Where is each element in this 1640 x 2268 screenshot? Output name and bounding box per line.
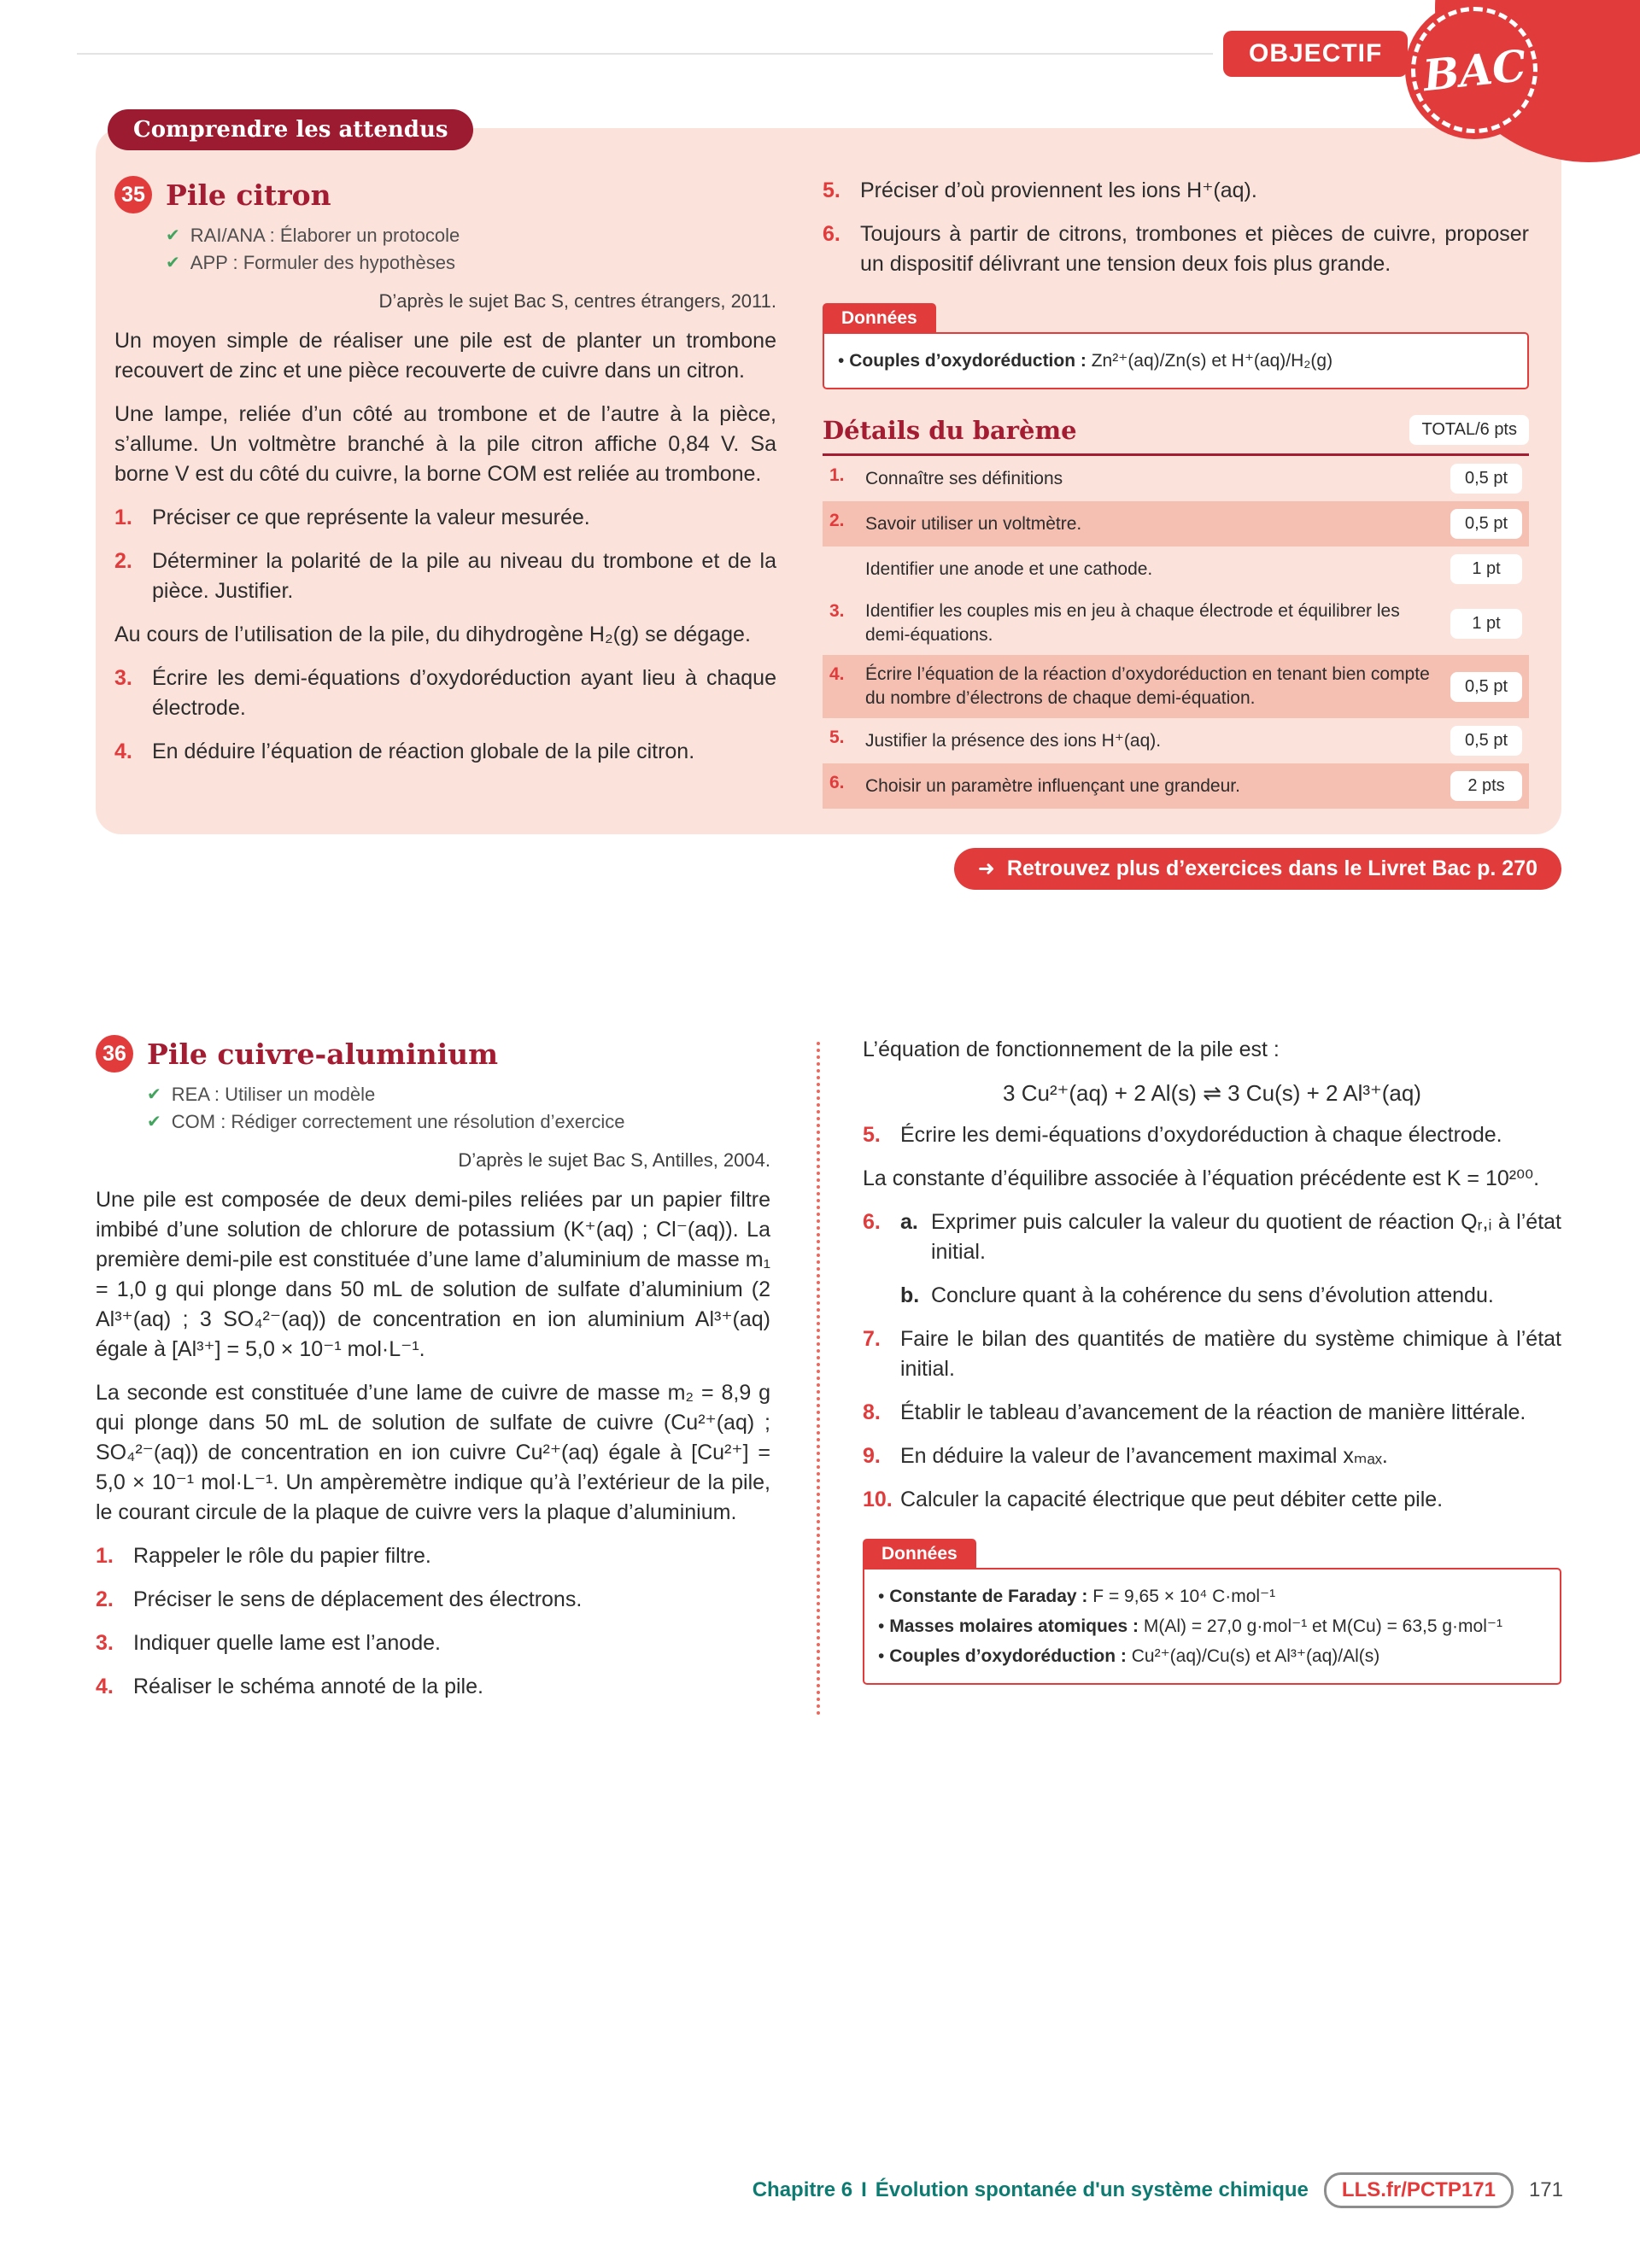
question	[863, 1324, 1561, 1384]
question-number: 8.	[863, 1400, 881, 1424]
bareme-title: Détails du barème	[823, 415, 1077, 445]
question	[96, 1541, 770, 1571]
exercise-36-header	[96, 1035, 770, 1073]
exercise-35-right-column	[823, 176, 1529, 809]
bareme-row	[823, 456, 1529, 501]
exercise-36-right-column	[863, 1035, 1561, 1716]
skill-item	[147, 1108, 770, 1136]
ex35-paragraph-3: Au cours de l’utilisation de la pile, du dihydrogène H₂(g) se dégage.	[114, 623, 751, 646]
question-number: 10.	[863, 1488, 893, 1511]
question-text: En déduire la valeur de l’avancement maximal xₘₐₓ.	[900, 1444, 1388, 1468]
donnees-header: Données	[863, 1539, 976, 1569]
bareme-row-text: Justifier la présence des ions H⁺(aq).	[865, 730, 1162, 751]
question	[96, 1672, 770, 1702]
bareme-row-text: Choisir un paramètre influençant une grandeur.	[865, 775, 1240, 796]
skill-label: REA : Utiliser un modèle	[171, 1084, 376, 1105]
chapter-separator: I	[861, 2178, 867, 2201]
column-divider	[817, 1042, 820, 1716]
check-icon: ✔	[166, 226, 180, 245]
equation-intro: L’équation de fonctionnement de la pile est :	[863, 1038, 1280, 1061]
ex36-paragraph-k: La constante d’équilibre associée à l’équation précédente est K = 10²⁰⁰.	[863, 1166, 1540, 1190]
question	[823, 176, 1529, 206]
check-icon: ✔	[147, 1085, 161, 1104]
donnees-header: Données	[823, 303, 936, 334]
question-text: Faire le bilan des quantités de matière du système chimique à l’état initial.	[900, 1327, 1561, 1381]
question-number: 6.	[863, 1210, 881, 1234]
question-number: 1.	[114, 506, 132, 529]
points-badge: 0,5 pt	[1450, 464, 1522, 494]
bareme-row-number: 3.	[829, 601, 845, 621]
page-content	[96, 117, 1561, 1716]
question-text: Toujours à partir de citrons, trombones et pièces de cuivre, proposer un dispositif délivrant une tension deux fois plus grande.	[860, 222, 1529, 276]
bareme-row-text: Connaître ses définitions	[865, 468, 1063, 488]
donnees-content	[823, 332, 1529, 389]
question-text: Réaliser le schéma annoté de la pile.	[133, 1675, 483, 1698]
question-number: 4.	[114, 739, 132, 763]
attendus-tab: Comprendre les attendus	[108, 109, 473, 150]
exercise-36	[96, 1035, 1561, 1716]
exercise-36-left-column	[96, 1035, 770, 1716]
exercise-number-badge: 35	[114, 176, 152, 213]
bareme-row	[823, 718, 1529, 763]
donnees-content	[863, 1568, 1561, 1685]
check-icon: ✔	[166, 254, 180, 272]
bareme-total-badge: TOTAL/6 pts	[1409, 415, 1529, 445]
question-text: Écrire les demi-équations d’oxydoréduction à chaque électrode.	[900, 1123, 1502, 1147]
question-number: 3.	[96, 1631, 114, 1655]
skill-label: COM : Rédiger correctement une résolution d’exercice	[171, 1111, 625, 1132]
bareme-row-number: 1.	[829, 465, 845, 485]
question	[863, 1485, 1561, 1515]
page-number: 171	[1528, 2178, 1563, 2201]
question-number: 9.	[863, 1444, 881, 1468]
question-number: 2.	[114, 549, 132, 573]
points-badge: 1 pt	[1450, 609, 1522, 639]
question-text: Préciser le sens de déplacement des électrons.	[133, 1587, 583, 1611]
skill-item	[166, 249, 776, 277]
question	[114, 663, 776, 723]
bareme-table	[823, 415, 1529, 809]
question	[114, 547, 776, 606]
exercise-title: Pile cuivre-aluminium	[147, 1037, 499, 1071]
attendus-section	[96, 117, 1561, 834]
livret-banner-label: Retrouvez plus d’exercices dans le Livret Bac p. 270	[1006, 856, 1538, 880]
bareme-row	[823, 501, 1529, 547]
lls-link[interactable]: LLS.fr/PCTP171	[1324, 2172, 1514, 2208]
bullet-icon: •	[878, 1587, 885, 1606]
bac-badge	[1411, 7, 1538, 133]
exercise-title: Pile citron	[166, 178, 331, 212]
question-text: Déterminer la polarité de la pile au niveau du trombone et de la pièce. Justifier.	[152, 549, 776, 603]
points-badge: 0,5 pt	[1450, 509, 1522, 539]
bullet-icon: •	[878, 1646, 885, 1666]
page-footer	[753, 2172, 1563, 2208]
question	[114, 503, 776, 533]
question-text: Exprimer puis calculer la valeur du quotient de réaction Qᵣ,ᵢ à l’état initial.	[931, 1210, 1561, 1264]
arrow-icon: ➜	[977, 857, 995, 880]
bullet-icon: •	[838, 351, 845, 371]
source-credit: D’après le sujet Bac S, Antilles, 2004.	[458, 1149, 770, 1171]
header-rule	[77, 53, 1213, 55]
points-badge: 1 pt	[1450, 554, 1522, 584]
chapter-title: Évolution spontanée d'un système chimique	[875, 2178, 1309, 2201]
skill-label: RAI/ANA : Élaborer un protocole	[190, 225, 460, 246]
donnees-item-value: Zn²⁺(aq)/Zn(s) et H⁺(aq)/H₂(g)	[1091, 351, 1333, 371]
bareme-header	[823, 415, 1529, 445]
question-number: 1.	[96, 1544, 114, 1568]
question	[900, 1281, 1561, 1311]
question	[96, 1585, 770, 1615]
skill-item	[166, 222, 776, 249]
exercise-number-badge: 36	[96, 1035, 133, 1073]
bareme-row-number: 2.	[829, 511, 845, 530]
question-text: Établir le tableau d’avancement de la réaction de manière littérale.	[900, 1400, 1526, 1424]
donnees-item-value: F = 9,65 × 10⁴ C·mol⁻¹	[1092, 1587, 1276, 1606]
question-number: 5.	[823, 178, 840, 202]
ex35-paragraph-2: Une lampe, reliée d’un côté au trombone et de l’autre à la pièce, s’allume. Un voltmètre branché à la pile citron affiche 0,84 V. Sa borne V est du côté du cuivre, la borne COM est reliée au trombone.	[114, 402, 776, 486]
question-subletter: a.	[900, 1210, 918, 1234]
bareme-row-text: Savoir utiliser un voltmètre.	[865, 513, 1082, 534]
chemical-equation: 3 Cu²⁺(aq) + 2 Al(s) ⇌ 3 Cu(s) + 2 Al³⁺(aq)	[1003, 1080, 1421, 1106]
question-number: 3.	[114, 666, 132, 690]
donnees-box-ex35	[823, 301, 1529, 389]
bareme-row	[823, 655, 1529, 718]
question-text: Conclure quant à la cohérence du sens d’évolution attendu.	[931, 1283, 1494, 1307]
donnees-item-label: Constante de Faraday :	[889, 1587, 1088, 1606]
donnees-item	[878, 1643, 1546, 1669]
question	[863, 1120, 1561, 1150]
question-text: Préciser ce que représente la valeur mesurée.	[152, 506, 590, 529]
chapter-label: Chapitre 6	[752, 2178, 853, 2201]
bareme-row	[823, 763, 1529, 809]
bullet-icon: •	[878, 1616, 885, 1636]
objectif-badge: OBJECTIF	[1223, 31, 1408, 77]
donnees-item	[878, 1613, 1546, 1640]
question-number: 2.	[96, 1587, 114, 1611]
exercise-35	[114, 176, 776, 809]
question-text: Écrire les demi-équations d’oxydoréduction ayant lieu à chaque électrode.	[152, 666, 776, 720]
source-credit: D’après le sujet Bac S, centres étrangers, 2011.	[378, 290, 776, 312]
question	[863, 1398, 1561, 1428]
skill-label: APP : Formuler des hypothèses	[190, 252, 455, 273]
question-number: 7.	[863, 1327, 881, 1351]
question-text: Indiquer quelle lame est l’anode.	[133, 1631, 441, 1655]
exercise-35-header	[114, 176, 776, 213]
donnees-item-label: Couples d’oxydoréduction :	[849, 351, 1086, 371]
donnees-item-value: M(Al) = 27,0 g·mol⁻¹ et M(Cu) = 63,5 g·mol⁻¹	[1143, 1616, 1502, 1636]
bareme-row-text: Écrire l’équation de la réaction d’oxydoréduction en tenant bien compte du nombre d’électrons de chaque demi-équation.	[865, 664, 1430, 708]
bareme-row	[823, 547, 1529, 592]
question-number: 5.	[863, 1123, 881, 1147]
donnees-item	[878, 1583, 1546, 1610]
bareme-row-text: Identifier une anode et une cathode.	[865, 558, 1153, 579]
question-subletter: b.	[900, 1283, 920, 1307]
question	[96, 1628, 770, 1658]
question	[823, 219, 1529, 279]
bareme-row-number: 5.	[829, 728, 845, 747]
question-number: 4.	[96, 1675, 114, 1698]
points-badge: 2 pts	[1450, 771, 1522, 801]
points-badge: 0,5 pt	[1450, 726, 1522, 756]
bareme-row-number: 6.	[829, 773, 845, 792]
question	[114, 737, 776, 767]
bareme-row-text: Identifier les couples mis en jeu à chaque électrode et équilibrer les demi-équations.	[865, 601, 1400, 645]
question-text: En déduire l’équation de réaction globale de la pile citron.	[152, 739, 695, 763]
livret-banner	[954, 848, 1561, 890]
chapter-breadcrumb	[753, 2178, 1309, 2202]
donnees-item-value: Cu²⁺(aq)/Cu(s) et Al³⁺(aq)/Al(s)	[1131, 1646, 1380, 1666]
donnees-item-label: Couples d’oxydoréduction :	[889, 1646, 1127, 1666]
donnees-item	[838, 348, 1514, 374]
bac-label: BAC	[1420, 39, 1529, 101]
bareme-row	[823, 592, 1529, 655]
ex35-paragraph-1: Un moyen simple de réaliser une pile est de planter un trombone recouvert de zinc et une pièce recouverte de cuivre dans un citron.	[114, 329, 776, 383]
donnees-box-ex36	[863, 1537, 1561, 1685]
question-text: Préciser d’où proviennent les ions H⁺(aq).	[860, 178, 1257, 202]
skill-item	[147, 1081, 770, 1108]
ex36-paragraph-1: Une pile est composée de deux demi-piles reliées par un papier filtre imbibé d’une solution de chlorure de potassium (K⁺(aq) ; Cl⁻(aq)). La première demi-pile est constituée d’une lame d’aluminium de masse m₁ = 1,0 g qui plonge dans 50 mL de solution de sulfate d’aluminium (2 Al³⁺(aq) ; 3 SO₄²⁻(aq)) de concentration en ion aluminium Al³⁺(aq) égale à [Al³⁺] = 5,0 × 10⁻¹ mol·L⁻¹.	[96, 1188, 770, 1361]
ex36-paragraph-2: La seconde est constituée d’une lame de cuivre de masse m₂ = 8,9 g qui plonge dans 50 mL de solution de sulfate de cuivre (Cu²⁺(aq) ; SO₄²⁻(aq)) de concentration en ion cuivre Cu²⁺(aq) égale à [Cu²⁺] = 5,0 × 10⁻¹ mol·L⁻¹. Un ampèremètre indique qu’à l’extérieur de la pile, le courant circule de la plaque de cuivre vers la plaque d’aluminium.	[96, 1381, 770, 1524]
check-icon: ✔	[147, 1113, 161, 1131]
question-text: Calculer la capacité électrique que peut débiter cette pile.	[900, 1488, 1444, 1511]
question-text: Rappeler le rôle du papier filtre.	[133, 1544, 431, 1568]
question	[863, 1207, 1561, 1267]
question-number: 6.	[823, 222, 840, 246]
donnees-item-label: Masses molaires atomiques :	[889, 1616, 1139, 1636]
bareme-row-number: 4.	[829, 664, 845, 684]
points-badge: 0,5 pt	[1450, 672, 1522, 702]
question	[863, 1441, 1561, 1471]
